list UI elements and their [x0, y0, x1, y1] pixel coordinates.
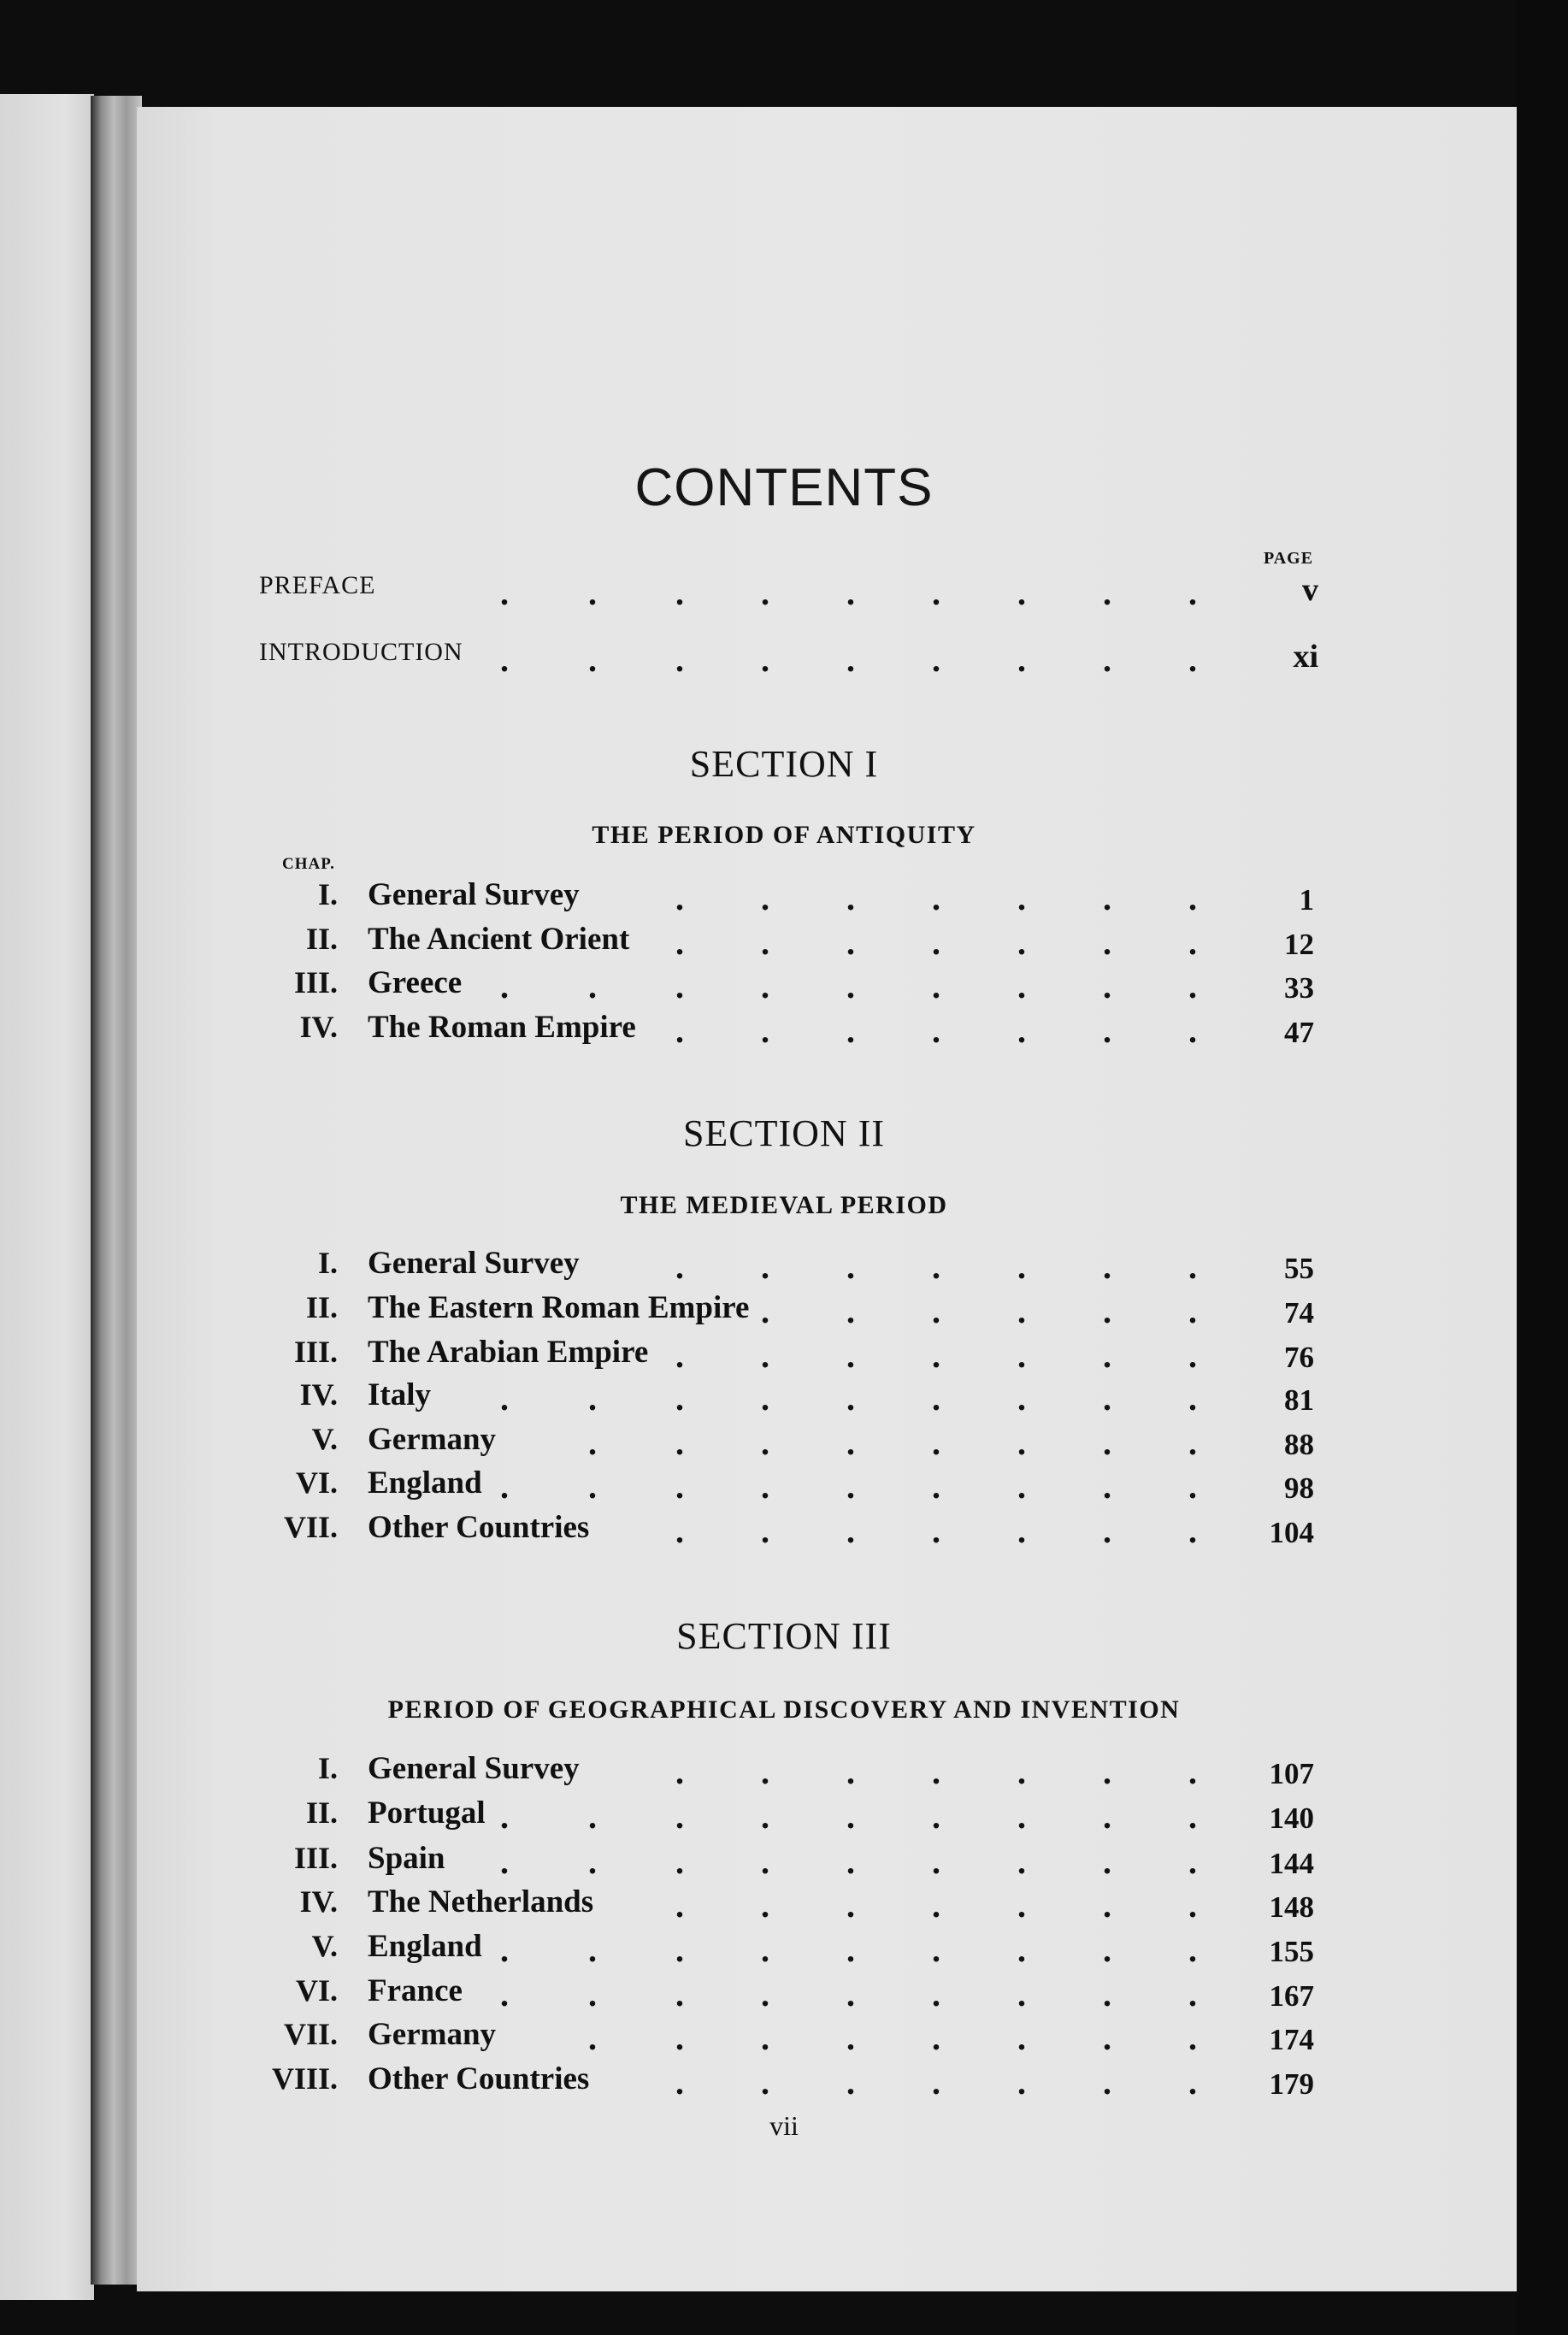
leader-dot: .: [1017, 1843, 1026, 1881]
leader-dot: .: [1103, 1424, 1111, 1462]
leader-dot: .: [1017, 640, 1026, 679]
leader-dot: .: [846, 1424, 855, 1462]
leader-dot: .: [500, 1843, 509, 1881]
leader-dot: .: [1017, 923, 1026, 962]
leader-dot: .: [1103, 1886, 1111, 1925]
leader-dot: .: [846, 1931, 855, 1969]
leader-dot: .: [1103, 1512, 1111, 1550]
toc-front-entry: [0, 638, 1568, 681]
leader-dot: .: [846, 2063, 855, 2102]
leader-dot: .: [1188, 1753, 1197, 1791]
toc-entry: [0, 1509, 1568, 1552]
toc-front-entry: [0, 571, 1568, 614]
toc-entry: [0, 1795, 1568, 1837]
leader-dot: .: [1103, 1292, 1111, 1330]
chapter-number: IV.: [299, 1377, 338, 1412]
leader-dot: .: [846, 1011, 855, 1050]
leader-dot: .: [846, 1512, 855, 1550]
chapter-title: The Roman Empire: [368, 1010, 636, 1045]
chapter-number: IV.: [299, 1884, 338, 1919]
leader-dots: [0, 1975, 1568, 2014]
leader-dot: .: [1188, 923, 1197, 962]
leader-dot: .: [761, 1753, 769, 1791]
leader-dots: [0, 1755, 1568, 1790]
leader-dot: .: [675, 1843, 684, 1881]
leader-dot: .: [588, 1931, 597, 1969]
leader-dot: .: [675, 967, 684, 1005]
leader-dot: .: [761, 879, 769, 917]
leader-dot: .: [675, 640, 684, 679]
chapter-title: Other Countries: [368, 2061, 590, 2096]
leader-dot: .: [1017, 1379, 1026, 1418]
leader-dot: .: [588, 574, 597, 612]
leader-dots: [0, 1379, 1568, 1418]
leader-dot: .: [1017, 1931, 1026, 1969]
leader-dot: .: [675, 879, 684, 917]
chapter-number: V.: [311, 1422, 338, 1456]
leader-dot: .: [500, 1797, 509, 1836]
chapter-title: Spain: [368, 1841, 445, 1876]
chapter-page: 55: [1284, 1252, 1314, 1285]
chapter-page: 104: [1269, 1516, 1314, 1549]
leader-dot: .: [932, 1975, 940, 2014]
leader-dot: .: [1188, 1931, 1197, 1969]
toc-entry: [0, 1421, 1568, 1464]
leader-dots: [0, 1426, 1568, 1460]
leader-dot: .: [675, 1512, 684, 1550]
leader-dot: .: [1017, 1512, 1026, 1550]
chapter-page: 47: [1284, 1016, 1314, 1049]
chapter-column-heading: CHAP.: [282, 855, 335, 873]
toc-front-label: PREFACE: [259, 571, 376, 599]
leader-dot: .: [675, 2019, 684, 2057]
leader-dot: .: [932, 1247, 940, 1286]
toc-front-label: INTRODUCTION: [259, 638, 463, 666]
chapter-title: The Netherlands: [368, 1884, 594, 1919]
leader-dot: .: [1103, 2019, 1111, 2057]
leader-dot: .: [675, 2063, 684, 2102]
page-column-heading: PAGE: [1264, 549, 1314, 568]
leader-dot: .: [588, 2019, 597, 2057]
toc-entry: [0, 1334, 1568, 1377]
leader-dot: .: [932, 879, 940, 917]
toc-entry: [0, 1245, 1568, 1288]
leader-dot: .: [1017, 1975, 1026, 2014]
leader-dot: .: [675, 1797, 684, 1836]
leader-dot: .: [1017, 2019, 1026, 2057]
leader-dot: .: [761, 1467, 769, 1506]
leader-dot: .: [932, 1512, 940, 1550]
leader-dots: [0, 879, 1568, 917]
leader-dot: .: [932, 923, 940, 962]
chapter-title: General Survey: [368, 1246, 580, 1281]
chapter-page: 76: [1284, 1341, 1314, 1374]
leader-dots: [0, 1247, 1568, 1286]
chapter-title: General Survey: [368, 1751, 580, 1786]
leader-dot: .: [1017, 1336, 1026, 1375]
leader-dot: .: [761, 2063, 769, 2102]
chapter-page: 107: [1269, 1757, 1314, 1790]
leader-dot: .: [932, 967, 940, 1005]
leader-dot: .: [1103, 2063, 1111, 2102]
leader-dot: .: [1188, 1975, 1197, 2014]
leader-dot: .: [846, 1467, 855, 1506]
leader-dot: .: [761, 2019, 769, 2057]
leader-dot: .: [1103, 967, 1111, 1005]
leader-dot: .: [500, 1467, 509, 1506]
leader-dot: .: [846, 1797, 855, 1836]
toc-entry: [0, 1972, 1568, 2015]
leader-dot: .: [1017, 1424, 1026, 1462]
leader-dot: .: [761, 967, 769, 1005]
toc-entry: [0, 921, 1568, 964]
toc-entry: [0, 1884, 1568, 1926]
page-title: CONTENTS: [634, 458, 934, 517]
leader-dot: .: [1017, 1467, 1026, 1506]
leader-dot: .: [1103, 1753, 1111, 1791]
chapter-page: 174: [1269, 2023, 1314, 2056]
chapter-title: Other Countries: [368, 1510, 590, 1545]
toc-entry: [0, 1465, 1568, 1507]
leader-dots: [0, 1514, 1568, 1548]
leader-dots: [0, 1933, 1568, 1967]
leader-dot: .: [1103, 1379, 1111, 1418]
leader-dot: .: [588, 1975, 597, 2014]
leader-dot: .: [588, 1797, 597, 1836]
chapter-title: Italy: [368, 1377, 431, 1412]
chapter-title: Germany: [368, 1422, 497, 1457]
chapter-title: England: [368, 1465, 482, 1501]
leader-dot: .: [1188, 1336, 1197, 1375]
leader-dot: .: [761, 1247, 769, 1286]
leader-dot: .: [1188, 1512, 1197, 1550]
leader-dot: .: [1188, 1292, 1197, 1330]
toc-entry: [0, 876, 1568, 919]
toc-front-page: xi: [1293, 639, 1318, 675]
leader-dot: .: [1188, 2063, 1197, 2102]
leader-dot: .: [588, 1843, 597, 1881]
leader-dot: .: [846, 1975, 855, 2014]
leader-dot: .: [675, 1467, 684, 1506]
leader-dot: .: [500, 574, 509, 612]
leader-dot: .: [932, 1886, 940, 1925]
chapter-page: 81: [1284, 1383, 1314, 1417]
leader-dot: .: [761, 640, 769, 679]
leader-dots: [0, 967, 1568, 1005]
chapter-number: I.: [317, 1751, 338, 1785]
leader-dot: .: [1103, 1336, 1111, 1375]
leader-dot: .: [846, 1379, 855, 1418]
leader-dot: .: [1188, 640, 1197, 679]
chapter-title: General Survey: [368, 877, 580, 912]
leader-dot: .: [1017, 1292, 1026, 1330]
leader-dot: .: [846, 1336, 855, 1375]
leader-dots: [0, 923, 1568, 962]
leader-dot: .: [761, 574, 769, 612]
section-subheading: PERIOD OF GEOGRAPHICAL DISCOVERY AND INVENTION: [387, 1695, 1181, 1724]
chapter-page: 148: [1269, 1890, 1314, 1924]
leader-dot: .: [1103, 1467, 1111, 1506]
leader-dot: .: [846, 1886, 855, 1925]
leader-dot: .: [846, 2019, 855, 2057]
leader-dot: .: [1188, 1379, 1197, 1418]
section-subheading: THE MEDIEVAL PERIOD: [620, 1191, 948, 1219]
leader-dot: .: [500, 967, 509, 1005]
chapter-number: I.: [317, 1246, 338, 1280]
page-number: vii: [769, 2110, 799, 2141]
leader-dot: .: [846, 574, 855, 612]
toc-entry: [0, 1928, 1568, 1971]
leader-dots: [0, 1797, 1568, 1836]
leader-dot: .: [1017, 1797, 1026, 1836]
leader-dot: .: [675, 1011, 684, 1050]
leader-dot: .: [846, 1843, 855, 1881]
leader-dot: .: [1103, 1247, 1111, 1286]
leader-dot: .: [500, 1379, 509, 1418]
leader-dot: .: [932, 1843, 940, 1881]
chapter-page: 179: [1269, 2067, 1314, 2101]
toc-entry: [0, 1377, 1568, 1419]
leader-dot: .: [932, 1424, 940, 1462]
chapter-title: England: [368, 1929, 482, 1964]
leader-dot: .: [675, 1886, 684, 1925]
chapter-page: 155: [1269, 1935, 1314, 1968]
chapter-title: The Ancient Orient: [368, 922, 630, 957]
leader-dot: .: [675, 1379, 684, 1418]
leader-dot: .: [932, 1797, 940, 1836]
leader-dots: [0, 2063, 1568, 2102]
leader-dot: .: [761, 1886, 769, 1925]
leader-dot: .: [932, 2019, 940, 2057]
leader-dot: .: [588, 1467, 597, 1506]
leader-dot: .: [1188, 1467, 1197, 1506]
toc-entry: [0, 1750, 1568, 1793]
leader-dot: .: [1103, 1843, 1111, 1881]
leader-dot: .: [1017, 574, 1026, 612]
chapter-page: 88: [1284, 1428, 1314, 1461]
leader-dot: .: [761, 923, 769, 962]
toc-entry: [0, 1840, 1568, 1883]
leader-dot: .: [761, 1843, 769, 1881]
leader-dot: .: [1103, 879, 1111, 917]
leader-dot: .: [761, 1512, 769, 1550]
toc-entry: [0, 1009, 1568, 1052]
leader-dot: .: [932, 1336, 940, 1375]
leader-dot: .: [1017, 967, 1026, 1005]
chapter-number: VI.: [295, 1973, 338, 2008]
leader-dot: .: [932, 1753, 940, 1791]
chapter-page: 98: [1284, 1471, 1314, 1505]
chapter-number: II.: [305, 922, 338, 956]
leader-dot: .: [1188, 1843, 1197, 1881]
leader-dot: .: [932, 1292, 940, 1330]
leader-dot: .: [1188, 879, 1197, 917]
chapter-number: III.: [293, 1841, 338, 1875]
chapter-page: 1: [1299, 883, 1314, 917]
leader-dot: .: [1017, 1753, 1026, 1791]
leader-dot: .: [500, 640, 509, 679]
leader-dot: .: [761, 1975, 769, 2014]
chapter-number: VII.: [283, 2017, 338, 2051]
chapter-number: VII.: [283, 1510, 338, 1544]
toc-entry: [0, 2061, 1568, 2103]
leader-dot: .: [588, 1424, 597, 1462]
leader-dot: .: [1103, 1975, 1111, 2014]
leader-dots: [0, 1467, 1568, 1506]
leader-dot: .: [932, 1467, 940, 1506]
leader-dots: [0, 1845, 1568, 1879]
leader-dot: .: [1103, 923, 1111, 962]
leader-dots: [0, 1011, 1568, 1050]
leader-dot: .: [588, 1379, 597, 1418]
leader-dot: .: [761, 1011, 769, 1050]
leader-dot: .: [1188, 1011, 1197, 1050]
leader-dot: .: [675, 574, 684, 612]
leader-dot: .: [846, 1292, 855, 1330]
chapter-title: Portugal: [368, 1795, 486, 1831]
chapter-number: VIII.: [271, 2061, 338, 2096]
leader-dot: .: [932, 1931, 940, 1969]
leader-dot: .: [675, 1975, 684, 2014]
section-heading: SECTION II: [682, 1112, 886, 1154]
leader-dot: .: [675, 1424, 684, 1462]
leader-dot: .: [932, 1011, 940, 1050]
leader-dot: .: [675, 1753, 684, 1791]
leader-dot: .: [1188, 1886, 1197, 1925]
chapter-title: The Arabian Empire: [368, 1335, 649, 1370]
leader-dot: .: [1188, 1424, 1197, 1462]
leader-dot: .: [761, 1336, 769, 1375]
chapter-number: III.: [293, 1335, 338, 1369]
leader-dot: .: [932, 2063, 940, 2102]
toc-entry: [0, 1289, 1568, 1332]
leader-dot: .: [761, 1292, 769, 1330]
leader-dot: .: [761, 1931, 769, 1969]
chapter-page: 74: [1284, 1296, 1314, 1330]
chapter-title: Germany: [368, 2017, 497, 2052]
leader-dots: [0, 1886, 1568, 1925]
leader-dot: .: [675, 1336, 684, 1375]
leader-dot: .: [1017, 879, 1026, 917]
toc-entry: [0, 964, 1568, 1007]
leader-dot: .: [1188, 967, 1197, 1005]
chapter-page: 140: [1269, 1801, 1314, 1835]
leader-dots: [0, 1294, 1568, 1329]
chapter-number: III.: [293, 965, 338, 999]
chapter-number: I.: [317, 877, 338, 911]
leader-dot: .: [846, 967, 855, 1005]
section-heading: SECTION I: [689, 743, 879, 785]
leader-dot: .: [932, 1379, 940, 1418]
chapter-page: 12: [1284, 928, 1314, 961]
leader-dot: .: [1103, 1011, 1111, 1050]
leader-dot: .: [1103, 1931, 1111, 1969]
leader-dot: .: [1017, 2063, 1026, 2102]
leader-dot: .: [846, 923, 855, 962]
leader-dot: .: [1103, 1797, 1111, 1836]
chapter-title: France: [368, 1973, 463, 2008]
chapter-title: Greece: [368, 965, 463, 1000]
leader-dot: .: [1017, 1247, 1026, 1286]
leader-dot: .: [675, 1931, 684, 1969]
toc-entry: [0, 2016, 1568, 2059]
leader-dot: .: [1103, 574, 1111, 612]
leader-dot: .: [1188, 2019, 1197, 2057]
section-heading: SECTION III: [676, 1615, 892, 1657]
leader-dot: .: [1017, 1011, 1026, 1050]
leader-dot: .: [761, 1379, 769, 1418]
chapter-number: VI.: [295, 1465, 338, 1500]
leader-dot: .: [846, 1753, 855, 1791]
leader-dots: [0, 1336, 1568, 1375]
leader-dot: .: [1103, 640, 1111, 679]
chapter-title: The Eastern Roman Empire: [368, 1290, 750, 1325]
toc-front-page: v: [1302, 572, 1318, 608]
leader-dot: .: [932, 574, 940, 612]
leader-dot: .: [1188, 574, 1197, 612]
leader-dot: .: [846, 1247, 855, 1286]
leader-dot: .: [761, 1424, 769, 1462]
leader-dot: .: [761, 1797, 769, 1836]
leader-dot: .: [1017, 1886, 1026, 1925]
leader-dot: .: [500, 1975, 509, 2014]
leader-dot: .: [1188, 1797, 1197, 1836]
chapter-number: IV.: [299, 1010, 338, 1044]
leader-dot: .: [588, 967, 597, 1005]
chapter-number: V.: [311, 1929, 338, 1963]
leader-dot: .: [588, 640, 597, 679]
leader-dot: .: [1188, 1247, 1197, 1286]
chapter-page: 33: [1284, 971, 1314, 1005]
chapter-page: 167: [1269, 1979, 1314, 2013]
leader-dot: .: [846, 640, 855, 679]
leader-dot: .: [932, 640, 940, 679]
leader-dots: [0, 576, 1568, 610]
leader-dot: .: [500, 1931, 509, 1969]
chapter-page: 144: [1269, 1847, 1314, 1880]
leader-dots: [0, 640, 1568, 679]
leader-dots: [0, 2021, 1568, 2055]
leader-dot: .: [675, 923, 684, 962]
leader-dot: .: [846, 879, 855, 917]
chapter-number: II.: [305, 1290, 338, 1324]
section-subheading: THE PERIOD OF ANTIQUITY: [592, 821, 976, 849]
leader-dot: .: [675, 1247, 684, 1286]
chapter-number: II.: [305, 1795, 338, 1830]
